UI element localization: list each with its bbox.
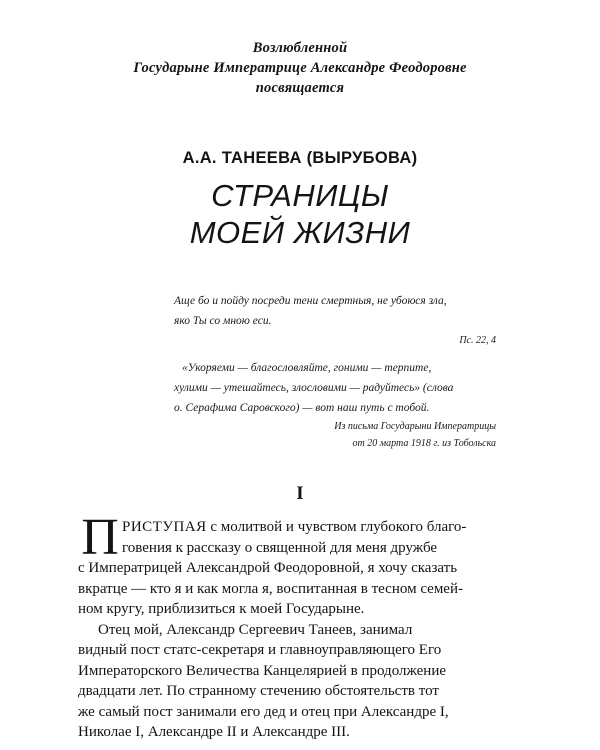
paragraph-line-text: с молитвой и чувством глубокого благо-: [206, 519, 467, 535]
paragraph-line: Императорского Величества Канцелярией в продолжение: [78, 662, 447, 679]
paragraph-line: видный пост статс-секретаря и главноуправляющего Его: [78, 642, 442, 658]
epigraph-quote-line: яко Ты со мною еси.: [174, 315, 272, 327]
book-title-line: МОЕЙ ЖИЗНИ: [189, 215, 411, 250]
epigraph-source: от 20 марта 1918 г. из Тобольска: [352, 438, 496, 449]
book-title-line: СТРАНИЦЫ: [211, 178, 389, 213]
drop-cap: П: [81, 509, 119, 566]
first-word: РИСТУПАЯ: [122, 519, 207, 535]
epigraph-quote-line: хулими — утешайтесь, злословими — радуйтесь» (слова: [174, 382, 454, 394]
body-text: [78, 509, 533, 743]
paragraph-line: Николае I, Александре II и Александре III.: [78, 724, 350, 740]
paragraph-line: Отец мой, Александр Сергеевич Танеев, занимал: [98, 621, 413, 638]
paragraph-line: вкратце — кто я и как могла я, воспитанная в тесном семей-: [78, 580, 463, 597]
paragraph-line: с Императрицей Александрой Феодоровной, я хочу сказать: [78, 560, 458, 576]
paragraph-line: говения к рассказу о священной для меня дружбе: [122, 539, 438, 556]
author-name: А.А. ТАНЕЕВА (ВЫРУБОВА): [182, 149, 418, 167]
dedication: [60, 38, 540, 98]
dedication-line: посвящается: [255, 80, 345, 96]
epigraph-reference: Пс. 22, 4: [459, 335, 496, 346]
chapter-number: I: [296, 483, 304, 504]
epigraph-quote-line: «Укоряеми — благословляйте, гоними — терпите,: [182, 362, 432, 374]
book-title: [100, 177, 500, 251]
dedication-line: Возлюбленной: [252, 40, 348, 56]
epigraph: [174, 291, 496, 452]
epigraph-quote-line: Аще бо и пойду посреди тени смертныя, не убоюся зла,: [174, 295, 447, 307]
paragraph-line: же самый пост занимали его дед и отец при Александре I,: [78, 703, 449, 720]
paragraph-line: двадцати лет. По странному стечению обстоятельств тот: [78, 683, 439, 699]
paragraph-line: ном кругу, приблизиться к моей Государыне.: [78, 601, 365, 617]
paragraph-line: [78, 517, 533, 538]
epigraph-quote-line: о. Серафима Саровского) — вот наш путь с тобой.: [174, 402, 430, 414]
epigraph-source: Из письма Государыни Императрицы: [334, 421, 496, 432]
dedication-line: Государыне Императрице Александре Феодоровне: [133, 60, 467, 76]
